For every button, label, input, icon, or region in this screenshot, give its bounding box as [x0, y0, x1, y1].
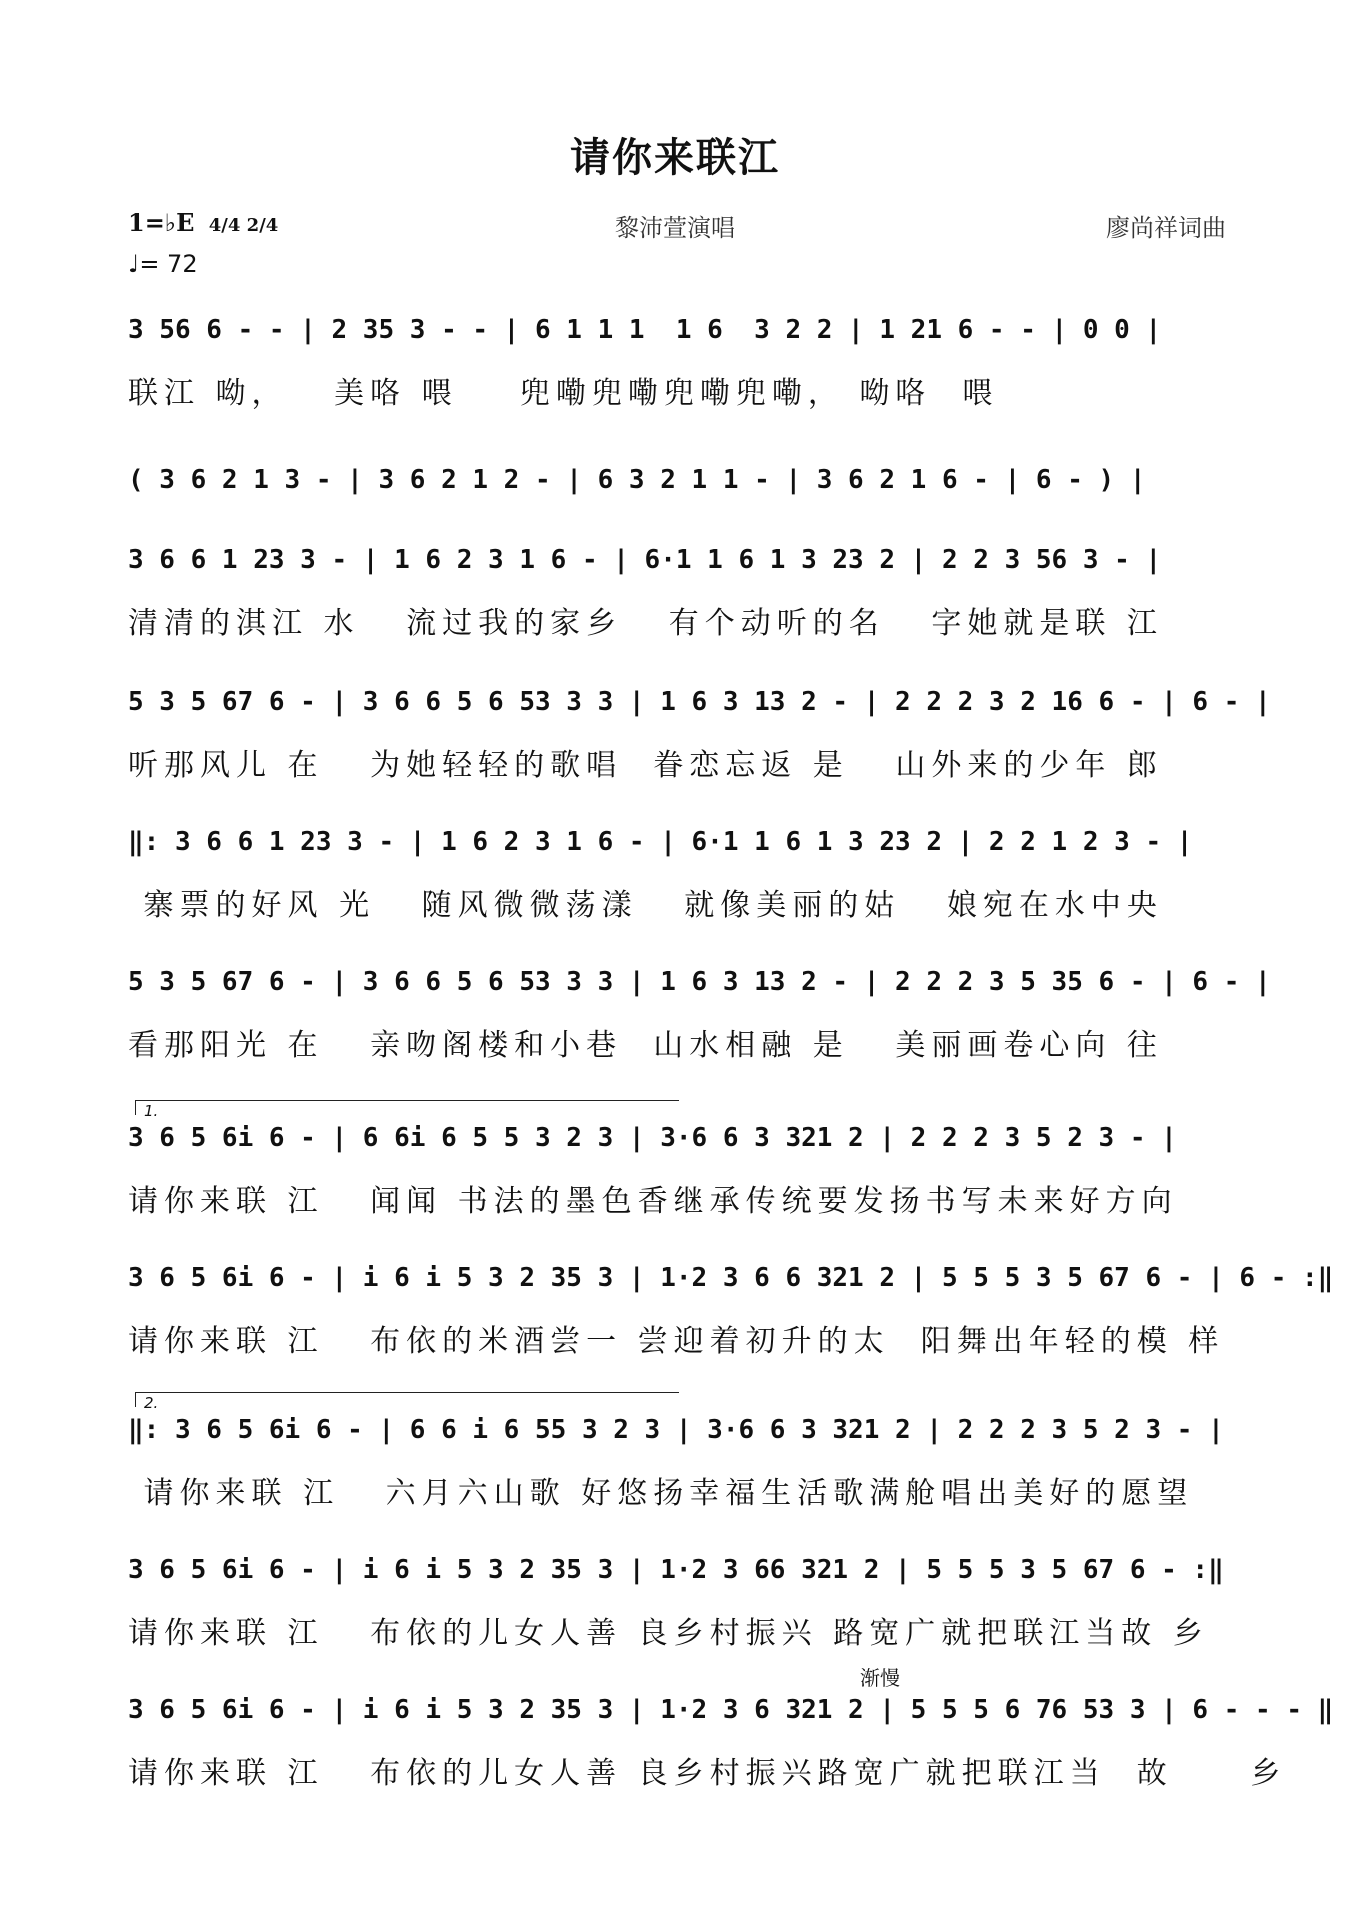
- lyrics-line: 寨票的好风 光 随风微微荡漾 就像美丽的姑 娘宛在水中央: [128, 888, 1163, 923]
- lyrics-line: 看那阳光 在 亲吻阁楼和小巷 山水相融 是 美丽画卷心向 往: [128, 1028, 1163, 1063]
- notation-line: 3 6 5 6i 6 - | i 6 i 5 3 2 35 3 | 1·2 3 6 321 2 | 5 5 5 6 76 53 3 | 6 - - - ‖: [128, 1695, 1334, 1725]
- song-title: 请你来联江: [570, 135, 780, 181]
- score-system: [128, 812, 1228, 926]
- key-signature-text: 1=♭E: [128, 208, 195, 237]
- tempo-marking: ♩= 72: [128, 250, 198, 278]
- lyrics-line: 清清的淇江 水 流过我的家乡 有个动听的名 字她就是联 江: [128, 606, 1163, 641]
- score-system: [128, 1248, 1334, 1362]
- singer-credit: 黎沛萱演唱: [615, 214, 735, 242]
- notation-line: 3 6 6 1 23 3 - | 1 6 2 3 1 6 - | 6·1 1 6 1 3 23 2 | 2 2 3 56 3 - |: [128, 545, 1162, 575]
- score-system: [128, 1108, 1228, 1222]
- lyrics-line: 请你来联 江 布依的儿女人善 良乡村振兴路宽广就把联江当 故 乡: [128, 1756, 1287, 1791]
- lyrics-line: 请你来联 江 布依的米酒尝一 尝迎着初升的太 阳舞出年轻的模 样: [128, 1324, 1225, 1359]
- notation-line: 3 56 6 - - | 2 35 3 - - | 6 1 1 1 1 6 3 2 2 | 1 21 6 - - | 0 0 |: [128, 315, 1162, 345]
- time-signature: 4/4 2/4: [208, 215, 279, 236]
- notation-line: 5 3 5 67 6 - | 3 6 6 5 6 53 3 3 | 1 6 3 13 2 - | 2 2 2 3 5 35 6 - | 6 - |: [128, 967, 1271, 997]
- notation-line: ( 3 6 2 1 3 - | 3 6 2 1 2 - | 6 3 2 1 1 - | 3 6 2 1 6 - | 6 - ) |: [128, 465, 1146, 495]
- score-system: [128, 1400, 1228, 1514]
- score-system: [128, 1680, 1334, 1794]
- lyrics-line: 请你来联 江 布依的儿女人善 良乡村振兴 路宽广就把联江当故 乡: [128, 1616, 1209, 1651]
- score-system: [128, 1540, 1228, 1654]
- notation-line: ‖: 3 6 5 6i 6 - | 6 6 i 6 55 3 2 3 | 3·6 6 3 321 2 | 2 2 2 3 5 2 3 - |: [128, 1415, 1224, 1445]
- first-ending-bracket: 1.: [135, 1100, 679, 1115]
- ritardando-marking: 渐慢: [860, 1666, 900, 1690]
- notation-line: 3 6 5 6i 6 - | i 6 i 5 3 2 35 3 | 1·2 3 6 6 321 2 | 5 5 5 3 5 67 6 - | 6 - :‖: [128, 1263, 1334, 1293]
- score-system: [128, 530, 1228, 644]
- lyrics-line: 请你来联 江 六月六山歌 好悠扬幸福生活歌满舱唱出美好的愿望: [128, 1476, 1194, 1511]
- notation-line: 5 3 5 67 6 - | 3 6 6 5 6 53 3 3 | 1 6 3 13 2 - | 2 2 2 3 2 16 6 - | 6 - |: [128, 687, 1271, 717]
- lyrics-line: 联江 呦， 美咯 喂 兜嘞兜嘞兜嘞兜嘞， 呦咯 喂: [128, 376, 999, 411]
- score-system: [128, 300, 1228, 414]
- second-ending-bracket: 2.: [135, 1392, 679, 1407]
- notation-line: ‖: 3 6 6 1 23 3 - | 1 6 2 3 1 6 - | 6·1 1 6 1 3 23 2 | 2 2 1 2 3 - |: [128, 827, 1193, 857]
- score-system: [128, 952, 1271, 1066]
- lyrics-line: 请你来联 江 闻闻 书法的墨色香继承传统要发扬书写未来好方向: [128, 1184, 1178, 1219]
- score-system: [128, 450, 1228, 524]
- notation-line: 3 6 5 6i 6 - | i 6 i 5 3 2 35 3 | 1·2 3 66 321 2 | 5 5 5 3 5 67 6 - :‖: [128, 1555, 1224, 1585]
- composer-credit: 廖尚祥词曲: [1106, 214, 1226, 242]
- lyrics-line: 听那风儿 在 为她轻轻的歌唱 眷恋忘返 是 山外来的少年 郎: [128, 748, 1163, 783]
- score-system: [128, 672, 1271, 786]
- notation-line: 3 6 5 6i 6 - | 6 6i 6 5 5 3 2 3 | 3·6 6 3 321 2 | 2 2 2 3 5 2 3 - |: [128, 1123, 1177, 1153]
